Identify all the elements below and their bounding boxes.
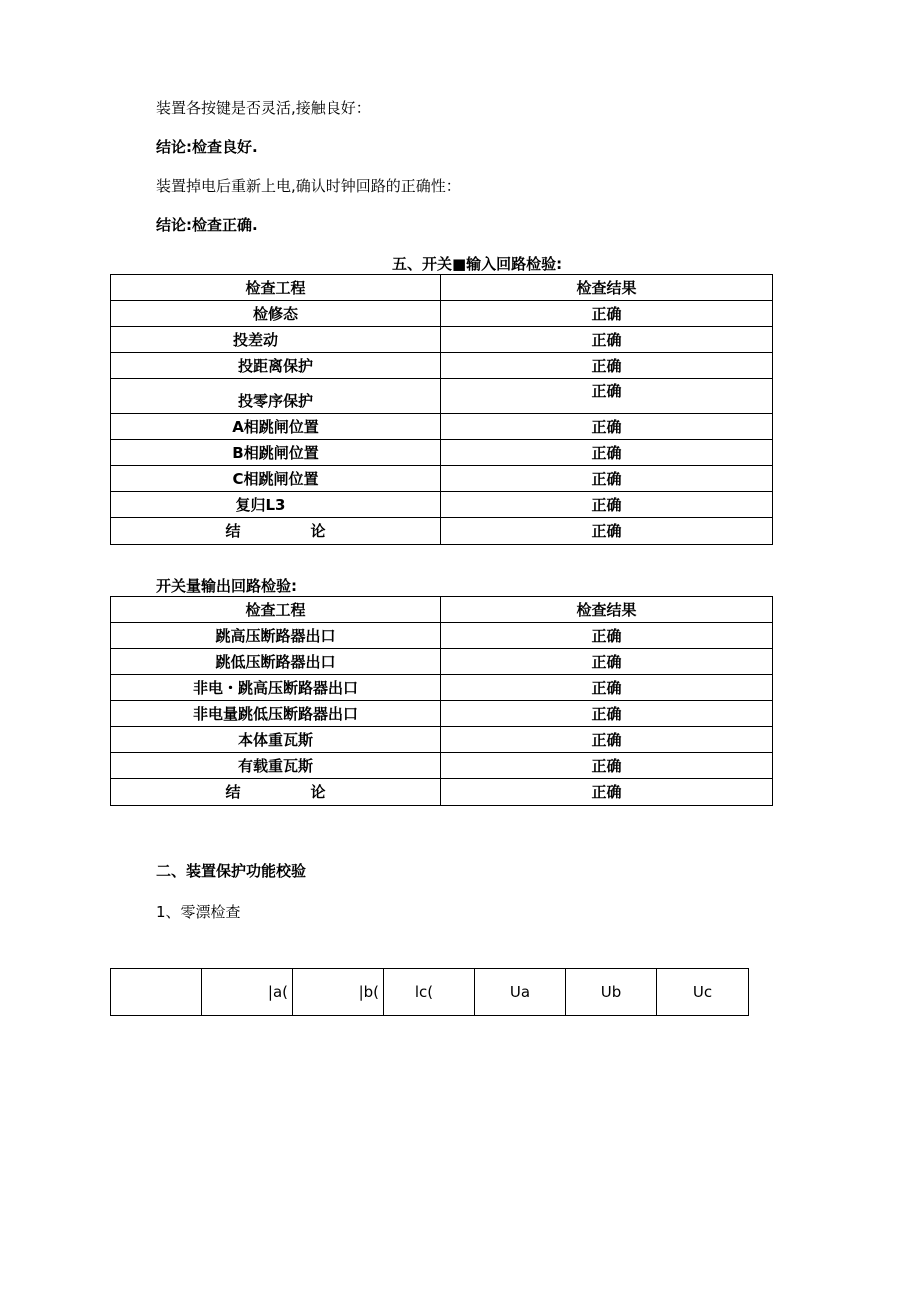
conclusion-row <box>111 779 773 806</box>
result-cell: 正确 <box>441 649 773 675</box>
output-circuit-table <box>110 596 773 806</box>
conclusion-result-cell: 正确 <box>441 518 773 545</box>
result-cell: 正确 <box>441 353 773 379</box>
table-row <box>111 701 773 727</box>
item-cell: 投差动 <box>111 327 441 353</box>
conclusion-label-right: 论 <box>310 783 326 801</box>
section-2-title: 二、装置保护功能校验 <box>156 862 307 880</box>
header-cell: 检查结果 <box>441 275 773 301</box>
result-cell: 正确 <box>441 440 773 466</box>
result-cell: 正确 <box>441 727 773 753</box>
zero-drift-table <box>110 968 749 1016</box>
table-row <box>111 301 773 327</box>
conclusion-label-left: 结 <box>225 522 241 540</box>
header-cell: 检查结果 <box>441 597 773 623</box>
result-cell: 正确 <box>441 301 773 327</box>
result-cell: 正确 <box>441 623 773 649</box>
header-cell-ub: Ub <box>566 969 657 1016</box>
conclusion-result-cell: 正确 <box>441 779 773 806</box>
item-cell: A相跳闸位置 <box>111 414 441 440</box>
header-cell-ic: lc( <box>384 969 475 1016</box>
item-cell: 跳高压断路器出口 <box>111 623 441 649</box>
table-header-row <box>111 597 773 623</box>
header-cell-uc: Uc <box>657 969 749 1016</box>
output-circuit-title: 开关量输出回路检验: <box>156 577 297 595</box>
conclusion-label-cell <box>111 779 441 806</box>
item-cell: 复归L3 <box>111 492 441 518</box>
conclusion-label-right: 论 <box>310 522 326 540</box>
table-row <box>111 466 773 492</box>
item-cell: 非电・跳高压断路器出口 <box>111 675 441 701</box>
paragraph-clock-check: 装置掉电后重新上电,确认时钟回路的正确性： <box>156 177 461 195</box>
result-cell: 正确 <box>441 701 773 727</box>
item-cell: 检修态 <box>111 301 441 327</box>
conclusion-label-left: 结 <box>225 783 241 801</box>
table-row <box>111 727 773 753</box>
conclusion-row <box>111 518 773 545</box>
conclusion-label-cell <box>111 518 441 545</box>
input-circuit-table <box>110 274 773 545</box>
header-cell: 检查工程 <box>111 597 441 623</box>
table-header-row <box>111 275 773 301</box>
header-cell-blank <box>111 969 202 1016</box>
zero-drift-title: 1、零漂检查 <box>156 903 241 921</box>
table-row <box>111 353 773 379</box>
conclusion-key-check: 结论:检查良好. <box>156 138 258 156</box>
header-cell-ua: Ua <box>475 969 566 1016</box>
item-cell: B相跳闸位置 <box>111 440 441 466</box>
item-cell: 投距离保护 <box>111 353 441 379</box>
table-row <box>111 623 773 649</box>
table-row <box>111 327 773 353</box>
header-cell-ib: |b( <box>293 969 384 1016</box>
result-cell: 正确 <box>441 414 773 440</box>
table-row <box>111 649 773 675</box>
table-header-row <box>111 969 749 1016</box>
result-cell: 正确 <box>441 492 773 518</box>
item-cell: C相跳闸位置 <box>111 466 441 492</box>
header-cell: 检查工程 <box>111 275 441 301</box>
conclusion-clock-check: 结论:检查正确. <box>156 216 258 234</box>
input-circuit-title: 五、开关■输入回路检验: <box>392 255 563 273</box>
table-row <box>111 379 773 414</box>
result-cell: 正确 <box>441 466 773 492</box>
item-cell: 非电量跳低压断路器出口 <box>111 701 441 727</box>
table-row <box>111 753 773 779</box>
result-cell: 正确 <box>441 675 773 701</box>
item-cell: 投零序保护 <box>111 379 441 414</box>
result-cell: 正确 <box>441 327 773 353</box>
header-cell-ia: |a( <box>202 969 293 1016</box>
item-cell: 跳低压断路器出口 <box>111 649 441 675</box>
table-row <box>111 440 773 466</box>
table-row <box>111 414 773 440</box>
table-row <box>111 492 773 518</box>
table-row <box>111 675 773 701</box>
result-cell: 正确 <box>441 753 773 779</box>
paragraph-key-check: 装置各按键是否灵活,接触良好： <box>156 99 371 117</box>
result-cell: 正确 <box>441 379 773 414</box>
item-cell: 本体重瓦斯 <box>111 727 441 753</box>
item-cell: 有载重瓦斯 <box>111 753 441 779</box>
